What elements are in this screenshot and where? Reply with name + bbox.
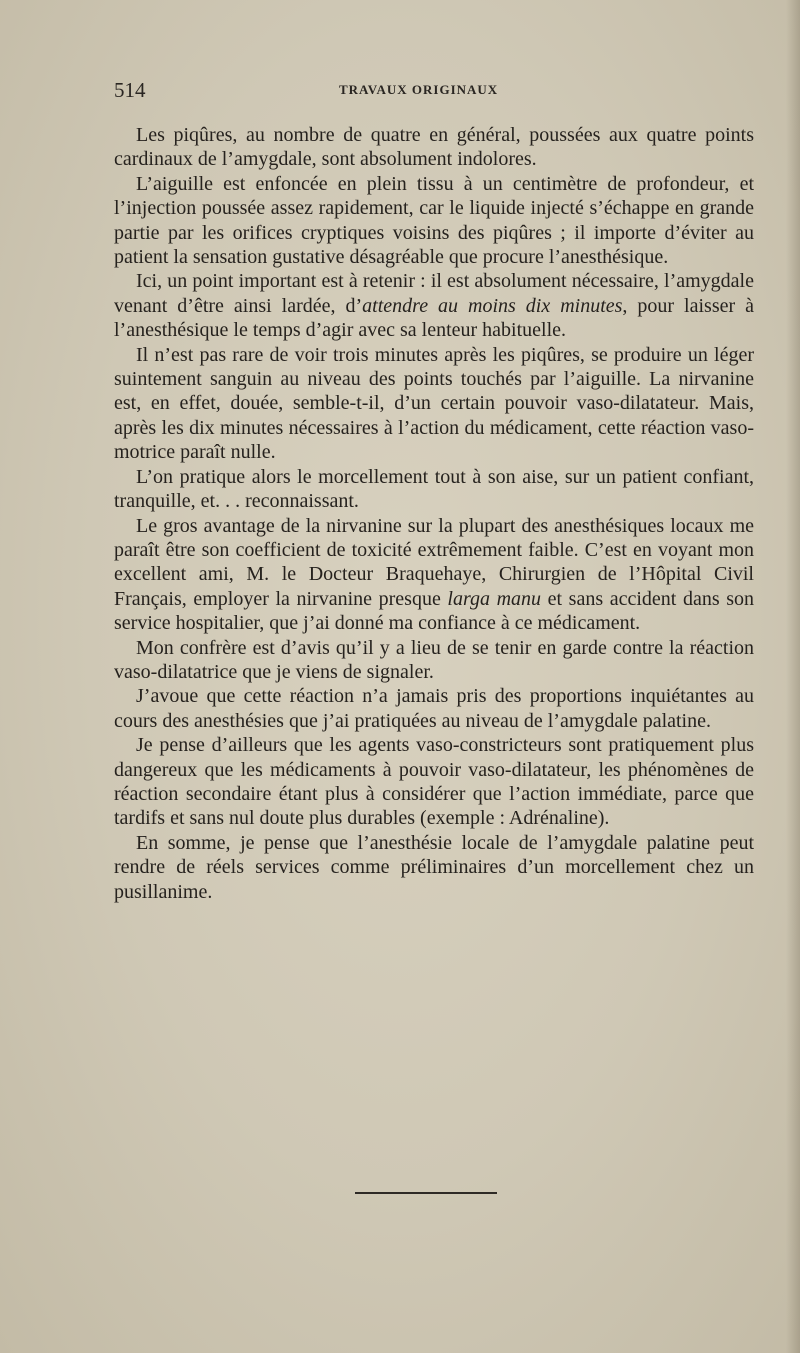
page-number: 514 [114, 78, 146, 102]
paragraph-text: J’avoue que cette réaction n’a jamais pris des proportions inquiétantes au cours des anesthésies que j’ai pratiquées au niveau de l’amygdale palatine. [114, 685, 754, 732]
end-rule [355, 1192, 497, 1194]
paragraph [114, 636, 754, 685]
paragraph [114, 269, 754, 342]
paragraph [114, 733, 754, 831]
paragraph-text: et sans accident dans son service hospitalier, que j’ai donné ma confiance à ce médicament. [114, 587, 754, 635]
paragraph [114, 172, 754, 270]
paragraph-text: Les piqûres, au nombre de quatre en général, poussées aux quatre points cardinaux de l’amygdale, sont absolument indolores. [114, 124, 754, 171]
paragraph [114, 465, 754, 514]
paragraph-text: Ici, un point important est à retenir : il est absolument nécessaire, l’amygdale venant d’être ainsi lardée, d’ [114, 270, 754, 317]
paragraph-text: , pour laisser à l’anesthésique le temps d’agir avec sa lenteur habituelle. [114, 294, 754, 342]
paragraph-text: Mon confrère est d’avis qu’il y a lieu de se tenir en garde contre la réaction vaso-dilatatrice que je viens de signaler. [114, 636, 754, 683]
running-title: TRAVAUX ORIGINAUX [339, 82, 499, 97]
paragraph-text: L’aiguille est enfoncée en plein tissu à un centimètre de profondeur, et l’injection poussée assez rapidement, car le liquide injecté s’échappe en grande partie par les orifices cryptiques voisins des piqûres ; il importe d’éviter au patient la sensation gustative désagréable que procure l’anesthésique. [114, 172, 754, 269]
paragraph-text: L’on pratique alors le morcellement tout à son aise, sur un patient confiant, tranquille, et. . . reconnaissant. [114, 465, 754, 513]
italic-emphasis: larga manu [447, 587, 542, 610]
paragraph [114, 831, 754, 904]
paragraph-text: Il n’est pas rare de voir trois minutes après les piqûres, se produire un léger suintement sanguin au niveau des points touchés par l’aiguille. La nirvanine est, en effet, douée, semble-t-il, d’un certain pouvoir vaso-dilatateur. Mais, après les dix minutes nécessaires à l’action du médicament, cette réaction vaso-motrice paraît nulle. [114, 343, 754, 464]
italic-emphasis: attendre au moins dix minutes [362, 294, 623, 317]
paragraph-text: Le gros avantage de la nirvanine sur la plupart des anesthésiques locaux me paraît être son coefficient de toxicité extrêmement faible. C’est en voyant mon excellent ami, M. le Docteur Braquehaye, Chirurgien de l’Hôpital Civil Français, employer la nirvanine presque [114, 514, 754, 610]
paragraph [114, 123, 754, 172]
paragraph [114, 343, 754, 465]
article-body [114, 123, 754, 904]
paragraph-text: Je pense d’ailleurs que les agents vaso-constricteurs sont pratiquement plus dangereux que les médicaments à pouvoir vaso-dilatateur, les phénomènes de réaction secondaire étant plus à considérer que l’action immédiate, parce que tardifs et sans nul doute plus durables (exemple : Adrénaline). [114, 734, 754, 830]
paragraph [114, 514, 754, 636]
paragraph-text: En somme, je pense que l’anesthésie locale de l’amygdale palatine peut rendre de réels services comme préliminaires d’un morcellement chez un pusillanime. [114, 831, 754, 903]
page-header [114, 78, 754, 100]
paragraph [114, 684, 754, 733]
page-edge-shadow [786, 0, 800, 1353]
